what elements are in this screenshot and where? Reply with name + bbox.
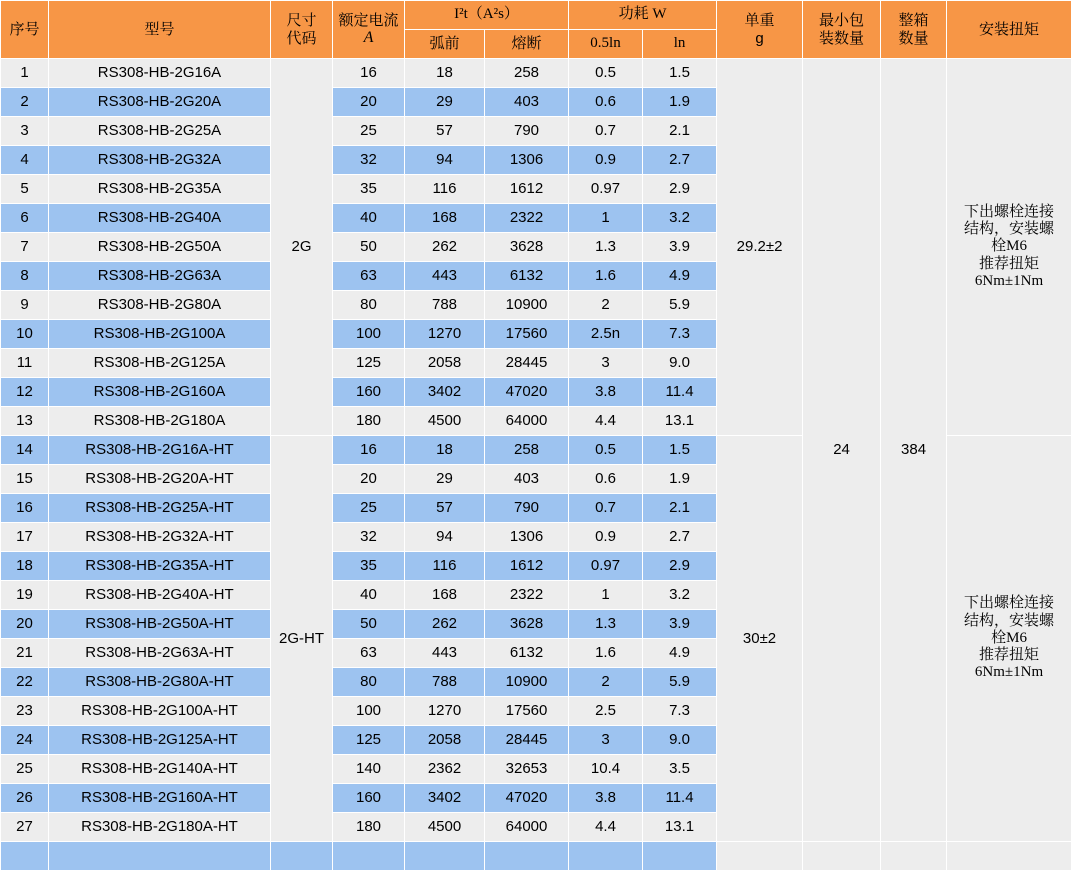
cell-empty: [643, 842, 717, 871]
header-unit-weight: [717, 1, 803, 59]
cell-i2t-pre-arc: 788: [405, 291, 485, 320]
cell-model: RS308-HB-2G35A-HT: [49, 552, 271, 581]
cell-power-half-in: 3.8: [569, 378, 643, 407]
cell-i2t-melt: 790: [485, 117, 569, 146]
cell-i2t-melt: 17560: [485, 320, 569, 349]
cell-power-in: 1.5: [643, 436, 717, 465]
cell-i2t-melt: 1306: [485, 523, 569, 552]
cell-model: RS308-HB-2G25A-HT: [49, 494, 271, 523]
header-size-code: [271, 1, 333, 59]
cell-seq: 22: [1, 668, 49, 697]
header-full-box-line2: 数量: [881, 30, 946, 47]
cell-model: RS308-HB-2G35A: [49, 175, 271, 204]
header-torque: 安装扭矩: [947, 1, 1071, 59]
cell-seq: 24: [1, 726, 49, 755]
cell-i2t-pre-arc: 18: [405, 436, 485, 465]
cell-power-half-in: 0.9: [569, 146, 643, 175]
cell-power-in: 2.7: [643, 523, 717, 552]
cell-rated-current: 100: [333, 320, 405, 349]
cell-rated-current: 25: [333, 494, 405, 523]
cell-i2t-pre-arc: 2058: [405, 349, 485, 378]
cell-seq: 26: [1, 784, 49, 813]
header-min-pack-qty: [803, 1, 881, 59]
cell-rated-current: 50: [333, 233, 405, 262]
cell-power-in: 13.1: [643, 813, 717, 842]
torque-line: 下出螺栓连接: [947, 204, 1071, 221]
cell-rated-current: 32: [333, 146, 405, 175]
cell-seq: 21: [1, 639, 49, 668]
header-power-group: 功耗 W: [569, 1, 717, 30]
cell-model: RS308-HB-2G180A: [49, 407, 271, 436]
cell-model: RS308-HB-2G40A-HT: [49, 581, 271, 610]
cell-power-in: 11.4: [643, 378, 717, 407]
cell-model: RS308-HB-2G40A: [49, 204, 271, 233]
cell-power-in: 13.1: [643, 407, 717, 436]
cell-i2t-melt: 28445: [485, 349, 569, 378]
cell-seq: 5: [1, 175, 49, 204]
cell-seq: 12: [1, 378, 49, 407]
cell-seq: 3: [1, 117, 49, 146]
cell-seq: 7: [1, 233, 49, 262]
cell-i2t-melt: 403: [485, 88, 569, 117]
cell-i2t-pre-arc: 4500: [405, 407, 485, 436]
cell-model: RS308-HB-2G100A: [49, 320, 271, 349]
cell-i2t-pre-arc: 262: [405, 233, 485, 262]
cell-model: RS308-HB-2G160A-HT: [49, 784, 271, 813]
cell-rated-current: 160: [333, 378, 405, 407]
cell-i2t-melt: 6132: [485, 262, 569, 291]
cell-empty: [405, 842, 485, 871]
cell-i2t-melt: 790: [485, 494, 569, 523]
cell-power-half-in: 0.6: [569, 465, 643, 494]
cell-seq: 27: [1, 813, 49, 842]
header-rated-current: [333, 1, 405, 59]
cell-seq: 2: [1, 88, 49, 117]
cell-power-half-in: 0.97: [569, 552, 643, 581]
cell-power-half-in: 0.5: [569, 59, 643, 88]
cell-full-box-qty: 384: [881, 59, 947, 842]
cell-model: RS308-HB-2G16A: [49, 59, 271, 88]
cell-model: RS308-HB-2G32A-HT: [49, 523, 271, 552]
cell-seq: 10: [1, 320, 49, 349]
cell-power-half-in: 0.5: [569, 436, 643, 465]
cell-seq: 16: [1, 494, 49, 523]
cell-seq: 17: [1, 523, 49, 552]
cell-i2t-melt: 1612: [485, 552, 569, 581]
cell-i2t-melt: 403: [485, 465, 569, 494]
cell-power-half-in: 3.8: [569, 784, 643, 813]
cell-power-in: 7.3: [643, 320, 717, 349]
cell-rated-current: 20: [333, 88, 405, 117]
cell-i2t-melt: 28445: [485, 726, 569, 755]
cell-i2t-melt: 1306: [485, 146, 569, 175]
cell-i2t-melt: 64000: [485, 407, 569, 436]
cell-power-in: 1.5: [643, 59, 717, 88]
cell-rated-current: 40: [333, 581, 405, 610]
cell-i2t-pre-arc: 2058: [405, 726, 485, 755]
cell-i2t-pre-arc: 788: [405, 668, 485, 697]
cell-i2t-melt: 10900: [485, 668, 569, 697]
cell-seq: 20: [1, 610, 49, 639]
cell-i2t-pre-arc: 57: [405, 494, 485, 523]
cell-power-half-in: 0.7: [569, 494, 643, 523]
cell-rated-current: 32: [333, 523, 405, 552]
cell-i2t-pre-arc: 3402: [405, 378, 485, 407]
header-power-half-in: 0.5ln: [569, 30, 643, 59]
cell-rated-current: 125: [333, 349, 405, 378]
cell-power-in: 1.9: [643, 88, 717, 117]
torque-line: 结构，安装螺: [947, 221, 1071, 238]
cell-empty: [803, 842, 881, 871]
cell-power-in: 3.9: [643, 233, 717, 262]
cell-power-in: 2.1: [643, 117, 717, 146]
cell-size-code: 2G-HT: [271, 436, 333, 842]
cell-seq: 8: [1, 262, 49, 291]
cell-model: RS308-HB-2G125A-HT: [49, 726, 271, 755]
cell-model: RS308-HB-2G63A-HT: [49, 639, 271, 668]
cell-model: RS308-HB-2G180A-HT: [49, 813, 271, 842]
cell-i2t-pre-arc: 94: [405, 146, 485, 175]
cell-power-half-in: 1: [569, 204, 643, 233]
torque-line: 结构，安装螺: [947, 613, 1071, 630]
cell-rated-current: 100: [333, 697, 405, 726]
cell-empty: [49, 842, 271, 871]
cell-power-in: 2.9: [643, 175, 717, 204]
cell-seq: 25: [1, 755, 49, 784]
cell-power-in: 5.9: [643, 291, 717, 320]
header-i2t-group: I²t（A²s）: [405, 1, 569, 30]
cell-power-in: 3.5: [643, 755, 717, 784]
cell-i2t-melt: 2322: [485, 204, 569, 233]
cell-i2t-pre-arc: 116: [405, 175, 485, 204]
cell-i2t-melt: 64000: [485, 813, 569, 842]
cell-i2t-melt: 258: [485, 436, 569, 465]
cell-i2t-melt: 32653: [485, 755, 569, 784]
cell-rated-current: 125: [333, 726, 405, 755]
cell-rated-current: 50: [333, 610, 405, 639]
cell-power-half-in: 10.4: [569, 755, 643, 784]
cell-seq: 1: [1, 59, 49, 88]
cell-empty: [485, 842, 569, 871]
torque-line: 6Nm±1Nm: [947, 664, 1071, 681]
table-body: [1, 59, 1071, 871]
cell-empty: [271, 842, 333, 871]
cell-power-half-in: 3: [569, 349, 643, 378]
cell-i2t-melt: 47020: [485, 378, 569, 407]
cell-i2t-pre-arc: 94: [405, 523, 485, 552]
cell-power-in: 2.7: [643, 146, 717, 175]
cell-power-in: 7.3: [643, 697, 717, 726]
cell-power-half-in: 3: [569, 726, 643, 755]
cell-seq: 6: [1, 204, 49, 233]
header-size-code-line1: 尺寸: [271, 12, 332, 29]
cell-i2t-pre-arc: 443: [405, 262, 485, 291]
cell-model: RS308-HB-2G20A-HT: [49, 465, 271, 494]
cell-power-in: 9.0: [643, 726, 717, 755]
cell-i2t-pre-arc: 18: [405, 59, 485, 88]
cell-i2t-pre-arc: 4500: [405, 813, 485, 842]
cell-i2t-melt: 47020: [485, 784, 569, 813]
cell-rated-current: 40: [333, 204, 405, 233]
cell-model: RS308-HB-2G32A: [49, 146, 271, 175]
table-row: [1, 59, 1071, 88]
cell-seq: 15: [1, 465, 49, 494]
cell-rated-current: 160: [333, 784, 405, 813]
cell-seq: 14: [1, 436, 49, 465]
cell-rated-current: 140: [333, 755, 405, 784]
header-power-in: ln: [643, 30, 717, 59]
cell-unit-weight: 29.2±2: [717, 59, 803, 436]
cell-i2t-pre-arc: 1270: [405, 320, 485, 349]
cell-empty: [333, 842, 405, 871]
cell-i2t-melt: 258: [485, 59, 569, 88]
cell-power-half-in: 2: [569, 668, 643, 697]
cell-rated-current: 25: [333, 117, 405, 146]
cell-i2t-pre-arc: 57: [405, 117, 485, 146]
cell-empty: [1, 842, 49, 871]
cell-i2t-pre-arc: 168: [405, 581, 485, 610]
header-i2t-pre-arc: 弧前: [405, 30, 485, 59]
cell-power-half-in: 2.5n: [569, 320, 643, 349]
header-row-1: [1, 1, 1071, 30]
cell-power-in: 11.4: [643, 784, 717, 813]
cell-power-in: 3.2: [643, 204, 717, 233]
header-model: 型号: [49, 1, 271, 59]
header-min-pack-line1: 最小包: [803, 12, 880, 29]
cell-unit-weight: 30±2: [717, 436, 803, 842]
cell-seq: 11: [1, 349, 49, 378]
cell-empty: [569, 842, 643, 871]
header-size-code-line2: 代码: [271, 30, 332, 47]
cell-i2t-melt: 6132: [485, 639, 569, 668]
cell-model: RS308-HB-2G100A-HT: [49, 697, 271, 726]
cell-i2t-melt: 3628: [485, 233, 569, 262]
cell-seq: 19: [1, 581, 49, 610]
cell-model: RS308-HB-2G160A: [49, 378, 271, 407]
cell-rated-current: 80: [333, 668, 405, 697]
cell-power-in: 3.9: [643, 610, 717, 639]
cell-i2t-pre-arc: 262: [405, 610, 485, 639]
header-i2t-melt: 熔断: [485, 30, 569, 59]
cell-power-in: 4.9: [643, 262, 717, 291]
cell-power-in: 2.9: [643, 552, 717, 581]
cell-seq: 4: [1, 146, 49, 175]
cell-power-half-in: 4.4: [569, 813, 643, 842]
header-unit-weight-line2: g: [717, 30, 802, 47]
torque-line: 下出螺栓连接: [947, 595, 1071, 612]
cell-power-half-in: 0.7: [569, 117, 643, 146]
cell-i2t-pre-arc: 168: [405, 204, 485, 233]
cell-i2t-melt: 17560: [485, 697, 569, 726]
cell-power-half-in: 1.3: [569, 610, 643, 639]
cell-model: RS308-HB-2G16A-HT: [49, 436, 271, 465]
cell-model: RS308-HB-2G140A-HT: [49, 755, 271, 784]
cell-install-torque: [947, 59, 1071, 436]
cell-rated-current: 63: [333, 639, 405, 668]
cell-i2t-pre-arc: 2362: [405, 755, 485, 784]
cell-power-half-in: 2: [569, 291, 643, 320]
header-full-box-line1: 整箱: [881, 12, 946, 29]
cell-rated-current: 16: [333, 59, 405, 88]
header-unit-weight-line1: 单重: [717, 12, 802, 29]
cell-power-in: 2.1: [643, 494, 717, 523]
cell-power-in: 4.9: [643, 639, 717, 668]
cell-seq: 23: [1, 697, 49, 726]
cell-power-half-in: 0.9: [569, 523, 643, 552]
cell-i2t-melt: 2322: [485, 581, 569, 610]
cell-seq: 13: [1, 407, 49, 436]
table-row-partial: [1, 842, 1071, 871]
cell-empty: [881, 842, 947, 871]
torque-line: 6Nm±1Nm: [947, 273, 1071, 290]
header-rated-current-unit: A: [333, 29, 404, 47]
cell-power-in: 9.0: [643, 349, 717, 378]
cell-i2t-pre-arc: 116: [405, 552, 485, 581]
header-min-pack-line2: 装数量: [803, 30, 880, 47]
cell-power-in: 5.9: [643, 668, 717, 697]
cell-install-torque: [947, 436, 1071, 842]
cell-power-half-in: 4.4: [569, 407, 643, 436]
cell-rated-current: 35: [333, 175, 405, 204]
cell-model: RS308-HB-2G63A: [49, 262, 271, 291]
cell-model: RS308-HB-2G20A: [49, 88, 271, 117]
cell-i2t-pre-arc: 29: [405, 465, 485, 494]
cell-rated-current: 80: [333, 291, 405, 320]
cell-min-pack-qty: 24: [803, 59, 881, 842]
cell-i2t-pre-arc: 1270: [405, 697, 485, 726]
torque-line: 栓M6: [947, 238, 1071, 255]
cell-i2t-melt: 3628: [485, 610, 569, 639]
cell-size-code: 2G: [271, 59, 333, 436]
cell-rated-current: 20: [333, 465, 405, 494]
cell-seq: 18: [1, 552, 49, 581]
torque-line: 推荐扭矩: [947, 256, 1071, 273]
cell-power-half-in: 2.5: [569, 697, 643, 726]
cell-power-half-in: 0.6: [569, 88, 643, 117]
cell-empty: [717, 842, 803, 871]
header-rated-current-line1: 额定电流: [333, 12, 404, 29]
cell-model: RS308-HB-2G125A: [49, 349, 271, 378]
cell-rated-current: 63: [333, 262, 405, 291]
cell-rated-current: 35: [333, 552, 405, 581]
cell-i2t-pre-arc: 443: [405, 639, 485, 668]
cell-model: RS308-HB-2G80A: [49, 291, 271, 320]
cell-power-half-in: 0.97: [569, 175, 643, 204]
cell-model: RS308-HB-2G25A: [49, 117, 271, 146]
cell-power-half-in: 1: [569, 581, 643, 610]
cell-power-in: 1.9: [643, 465, 717, 494]
cell-power-half-in: 1.6: [569, 262, 643, 291]
torque-line: 推荐扭矩: [947, 647, 1071, 664]
cell-rated-current: 180: [333, 813, 405, 842]
cell-model: RS308-HB-2G80A-HT: [49, 668, 271, 697]
cell-power-half-in: 1.6: [569, 639, 643, 668]
cell-rated-current: 16: [333, 436, 405, 465]
cell-i2t-pre-arc: 3402: [405, 784, 485, 813]
cell-model: RS308-HB-2G50A: [49, 233, 271, 262]
torque-line: 栓M6: [947, 630, 1071, 647]
cell-seq: 9: [1, 291, 49, 320]
cell-power-in: 3.2: [643, 581, 717, 610]
cell-power-half-in: 1.3: [569, 233, 643, 262]
cell-empty: [947, 842, 1071, 871]
header-full-box-qty: [881, 1, 947, 59]
cell-rated-current: 180: [333, 407, 405, 436]
cell-i2t-pre-arc: 29: [405, 88, 485, 117]
header-seq: 序号: [1, 1, 49, 59]
table-header: [1, 1, 1071, 59]
cell-i2t-melt: 10900: [485, 291, 569, 320]
cell-i2t-melt: 1612: [485, 175, 569, 204]
cell-model: RS308-HB-2G50A-HT: [49, 610, 271, 639]
